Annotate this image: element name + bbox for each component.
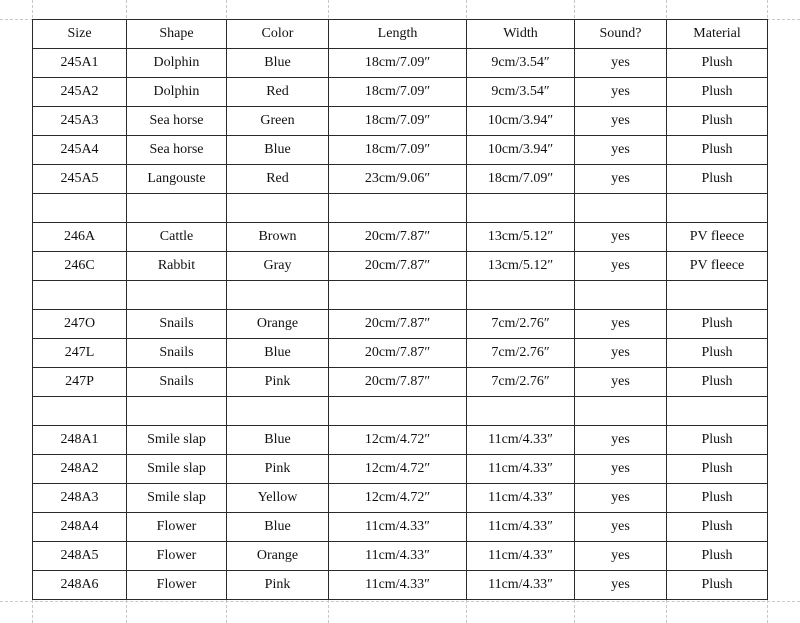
table-row bbox=[33, 78, 768, 107]
cell-length: 11cm/4.33″ bbox=[329, 542, 467, 571]
cell-shape: Sea horse bbox=[127, 107, 227, 136]
cell-size: 248A5 bbox=[33, 542, 127, 571]
cell-size: 246A bbox=[33, 223, 127, 252]
product-spec-table bbox=[32, 19, 768, 600]
cell-color bbox=[227, 281, 329, 310]
table-spacer-row bbox=[33, 194, 768, 223]
cell-size: 247L bbox=[33, 339, 127, 368]
cell-sound: yes bbox=[575, 223, 667, 252]
cell-sound: yes bbox=[575, 571, 667, 600]
cell-length bbox=[329, 194, 467, 223]
cell-length: 11cm/4.33″ bbox=[329, 513, 467, 542]
cell-material bbox=[667, 194, 768, 223]
cell-width bbox=[467, 281, 575, 310]
cell-color: Pink bbox=[227, 571, 329, 600]
cell-shape bbox=[127, 397, 227, 426]
cell-size bbox=[33, 397, 127, 426]
cell-material: Plush bbox=[667, 571, 768, 600]
cell-size: 248A1 bbox=[33, 426, 127, 455]
cell-shape: Langouste bbox=[127, 165, 227, 194]
cell-material: Plush bbox=[667, 107, 768, 136]
cell-sound bbox=[575, 194, 667, 223]
cell-sound: yes bbox=[575, 252, 667, 281]
cell-length: 20cm/7.87″ bbox=[329, 252, 467, 281]
cell-sound: yes bbox=[575, 49, 667, 78]
table-row bbox=[33, 136, 768, 165]
cell-width: 10cm/3.94″ bbox=[467, 136, 575, 165]
table-row bbox=[33, 107, 768, 136]
cell-size: 245A2 bbox=[33, 78, 127, 107]
cell-material: Plush bbox=[667, 310, 768, 339]
table-row bbox=[33, 165, 768, 194]
table-body bbox=[33, 49, 768, 600]
cell-sound: yes bbox=[575, 136, 667, 165]
cell-sound bbox=[575, 397, 667, 426]
cell-size: 248A2 bbox=[33, 455, 127, 484]
cell-size: 245A1 bbox=[33, 49, 127, 78]
cell-width: 11cm/4.33″ bbox=[467, 513, 575, 542]
table-spacer-row bbox=[33, 281, 768, 310]
column-header-material: Material bbox=[667, 20, 768, 49]
cell-width: 11cm/4.33″ bbox=[467, 542, 575, 571]
cell-sound: yes bbox=[575, 426, 667, 455]
cell-color: Yellow bbox=[227, 484, 329, 513]
cell-color: Pink bbox=[227, 368, 329, 397]
cell-color: Blue bbox=[227, 426, 329, 455]
cell-length: 18cm/7.09″ bbox=[329, 49, 467, 78]
column-header-length: Length bbox=[329, 20, 467, 49]
cell-sound bbox=[575, 281, 667, 310]
cell-color: Orange bbox=[227, 542, 329, 571]
table-spacer-row bbox=[33, 397, 768, 426]
cell-color: Pink bbox=[227, 455, 329, 484]
cell-material: Plush bbox=[667, 165, 768, 194]
column-header-sound: Sound? bbox=[575, 20, 667, 49]
cell-sound: yes bbox=[575, 78, 667, 107]
cell-material: Plush bbox=[667, 136, 768, 165]
cell-width: 13cm/5.12″ bbox=[467, 223, 575, 252]
cell-size: 247O bbox=[33, 310, 127, 339]
table-row bbox=[33, 339, 768, 368]
table-row bbox=[33, 310, 768, 339]
cell-size bbox=[33, 194, 127, 223]
cell-width bbox=[467, 194, 575, 223]
table-header-row bbox=[33, 20, 768, 49]
cell-size: 245A5 bbox=[33, 165, 127, 194]
cell-sound: yes bbox=[575, 165, 667, 194]
table-row bbox=[33, 513, 768, 542]
cell-color: Blue bbox=[227, 513, 329, 542]
cell-shape: Dolphin bbox=[127, 49, 227, 78]
cell-width: 11cm/4.33″ bbox=[467, 426, 575, 455]
cell-width: 18cm/7.09″ bbox=[467, 165, 575, 194]
cell-shape bbox=[127, 281, 227, 310]
cell-material: Plush bbox=[667, 513, 768, 542]
column-header-shape: Shape bbox=[127, 20, 227, 49]
cell-width: 7cm/2.76″ bbox=[467, 339, 575, 368]
table-row bbox=[33, 455, 768, 484]
cell-size: 247P bbox=[33, 368, 127, 397]
cell-length: 23cm/9.06″ bbox=[329, 165, 467, 194]
cell-length: 18cm/7.09″ bbox=[329, 78, 467, 107]
cell-color: Green bbox=[227, 107, 329, 136]
cell-length: 18cm/7.09″ bbox=[329, 107, 467, 136]
cell-width: 7cm/2.76″ bbox=[467, 368, 575, 397]
cell-length bbox=[329, 281, 467, 310]
cell-color: Red bbox=[227, 165, 329, 194]
cell-sound: yes bbox=[575, 542, 667, 571]
cell-width: 11cm/4.33″ bbox=[467, 455, 575, 484]
grid-line bbox=[0, 601, 800, 602]
cell-size: 245A3 bbox=[33, 107, 127, 136]
cell-shape: Cattle bbox=[127, 223, 227, 252]
cell-shape: Flower bbox=[127, 571, 227, 600]
cell-shape: Snails bbox=[127, 368, 227, 397]
cell-material bbox=[667, 281, 768, 310]
cell-sound: yes bbox=[575, 513, 667, 542]
table-row bbox=[33, 542, 768, 571]
cell-sound: yes bbox=[575, 455, 667, 484]
cell-color: Gray bbox=[227, 252, 329, 281]
cell-size: 248A6 bbox=[33, 571, 127, 600]
cell-shape: Sea horse bbox=[127, 136, 227, 165]
cell-color: Orange bbox=[227, 310, 329, 339]
table-row bbox=[33, 368, 768, 397]
cell-material: Plush bbox=[667, 426, 768, 455]
column-header-size: Size bbox=[33, 20, 127, 49]
cell-shape bbox=[127, 194, 227, 223]
cell-size bbox=[33, 281, 127, 310]
cell-length: 20cm/7.87″ bbox=[329, 339, 467, 368]
cell-size: 248A4 bbox=[33, 513, 127, 542]
cell-shape: Snails bbox=[127, 339, 227, 368]
cell-length: 11cm/4.33″ bbox=[329, 571, 467, 600]
cell-length: 18cm/7.09″ bbox=[329, 136, 467, 165]
column-header-color: Color bbox=[227, 20, 329, 49]
cell-length: 12cm/4.72″ bbox=[329, 455, 467, 484]
cell-length: 12cm/4.72″ bbox=[329, 426, 467, 455]
cell-shape: Flower bbox=[127, 513, 227, 542]
cell-shape: Dolphin bbox=[127, 78, 227, 107]
cell-length: 20cm/7.87″ bbox=[329, 223, 467, 252]
cell-width: 10cm/3.94″ bbox=[467, 107, 575, 136]
cell-material: Plush bbox=[667, 455, 768, 484]
cell-width: 7cm/2.76″ bbox=[467, 310, 575, 339]
cell-length: 20cm/7.87″ bbox=[329, 368, 467, 397]
cell-shape: Smile slap bbox=[127, 455, 227, 484]
table-row bbox=[33, 49, 768, 78]
cell-size: 246C bbox=[33, 252, 127, 281]
cell-material: Plush bbox=[667, 339, 768, 368]
cell-color: Blue bbox=[227, 136, 329, 165]
cell-length: 12cm/4.72″ bbox=[329, 484, 467, 513]
cell-width: 11cm/4.33″ bbox=[467, 571, 575, 600]
cell-size: 248A3 bbox=[33, 484, 127, 513]
cell-material: PV fleece bbox=[667, 252, 768, 281]
cell-color: Brown bbox=[227, 223, 329, 252]
cell-color bbox=[227, 397, 329, 426]
cell-shape: Flower bbox=[127, 542, 227, 571]
cell-width: 13cm/5.12″ bbox=[467, 252, 575, 281]
cell-sound: yes bbox=[575, 484, 667, 513]
cell-shape: Smile slap bbox=[127, 484, 227, 513]
cell-material: Plush bbox=[667, 484, 768, 513]
cell-length: 20cm/7.87″ bbox=[329, 310, 467, 339]
cell-material: Plush bbox=[667, 49, 768, 78]
cell-color: Red bbox=[227, 78, 329, 107]
cell-size: 245A4 bbox=[33, 136, 127, 165]
table-row bbox=[33, 426, 768, 455]
table-row bbox=[33, 223, 768, 252]
cell-material: PV fleece bbox=[667, 223, 768, 252]
cell-material bbox=[667, 397, 768, 426]
table-row bbox=[33, 484, 768, 513]
cell-sound: yes bbox=[575, 368, 667, 397]
column-header-width: Width bbox=[467, 20, 575, 49]
table-row bbox=[33, 571, 768, 600]
cell-shape: Rabbit bbox=[127, 252, 227, 281]
cell-sound: yes bbox=[575, 310, 667, 339]
table-row bbox=[33, 252, 768, 281]
cell-sound: yes bbox=[575, 107, 667, 136]
cell-width: 9cm/3.54″ bbox=[467, 49, 575, 78]
cell-color bbox=[227, 194, 329, 223]
cell-shape: Snails bbox=[127, 310, 227, 339]
cell-shape: Smile slap bbox=[127, 426, 227, 455]
cell-color: Blue bbox=[227, 49, 329, 78]
cell-width: 9cm/3.54″ bbox=[467, 78, 575, 107]
cell-width: 11cm/4.33″ bbox=[467, 484, 575, 513]
cell-length bbox=[329, 397, 467, 426]
cell-color: Blue bbox=[227, 339, 329, 368]
cell-material: Plush bbox=[667, 78, 768, 107]
cell-material: Plush bbox=[667, 542, 768, 571]
cell-width bbox=[467, 397, 575, 426]
cell-sound: yes bbox=[575, 339, 667, 368]
cell-material: Plush bbox=[667, 368, 768, 397]
